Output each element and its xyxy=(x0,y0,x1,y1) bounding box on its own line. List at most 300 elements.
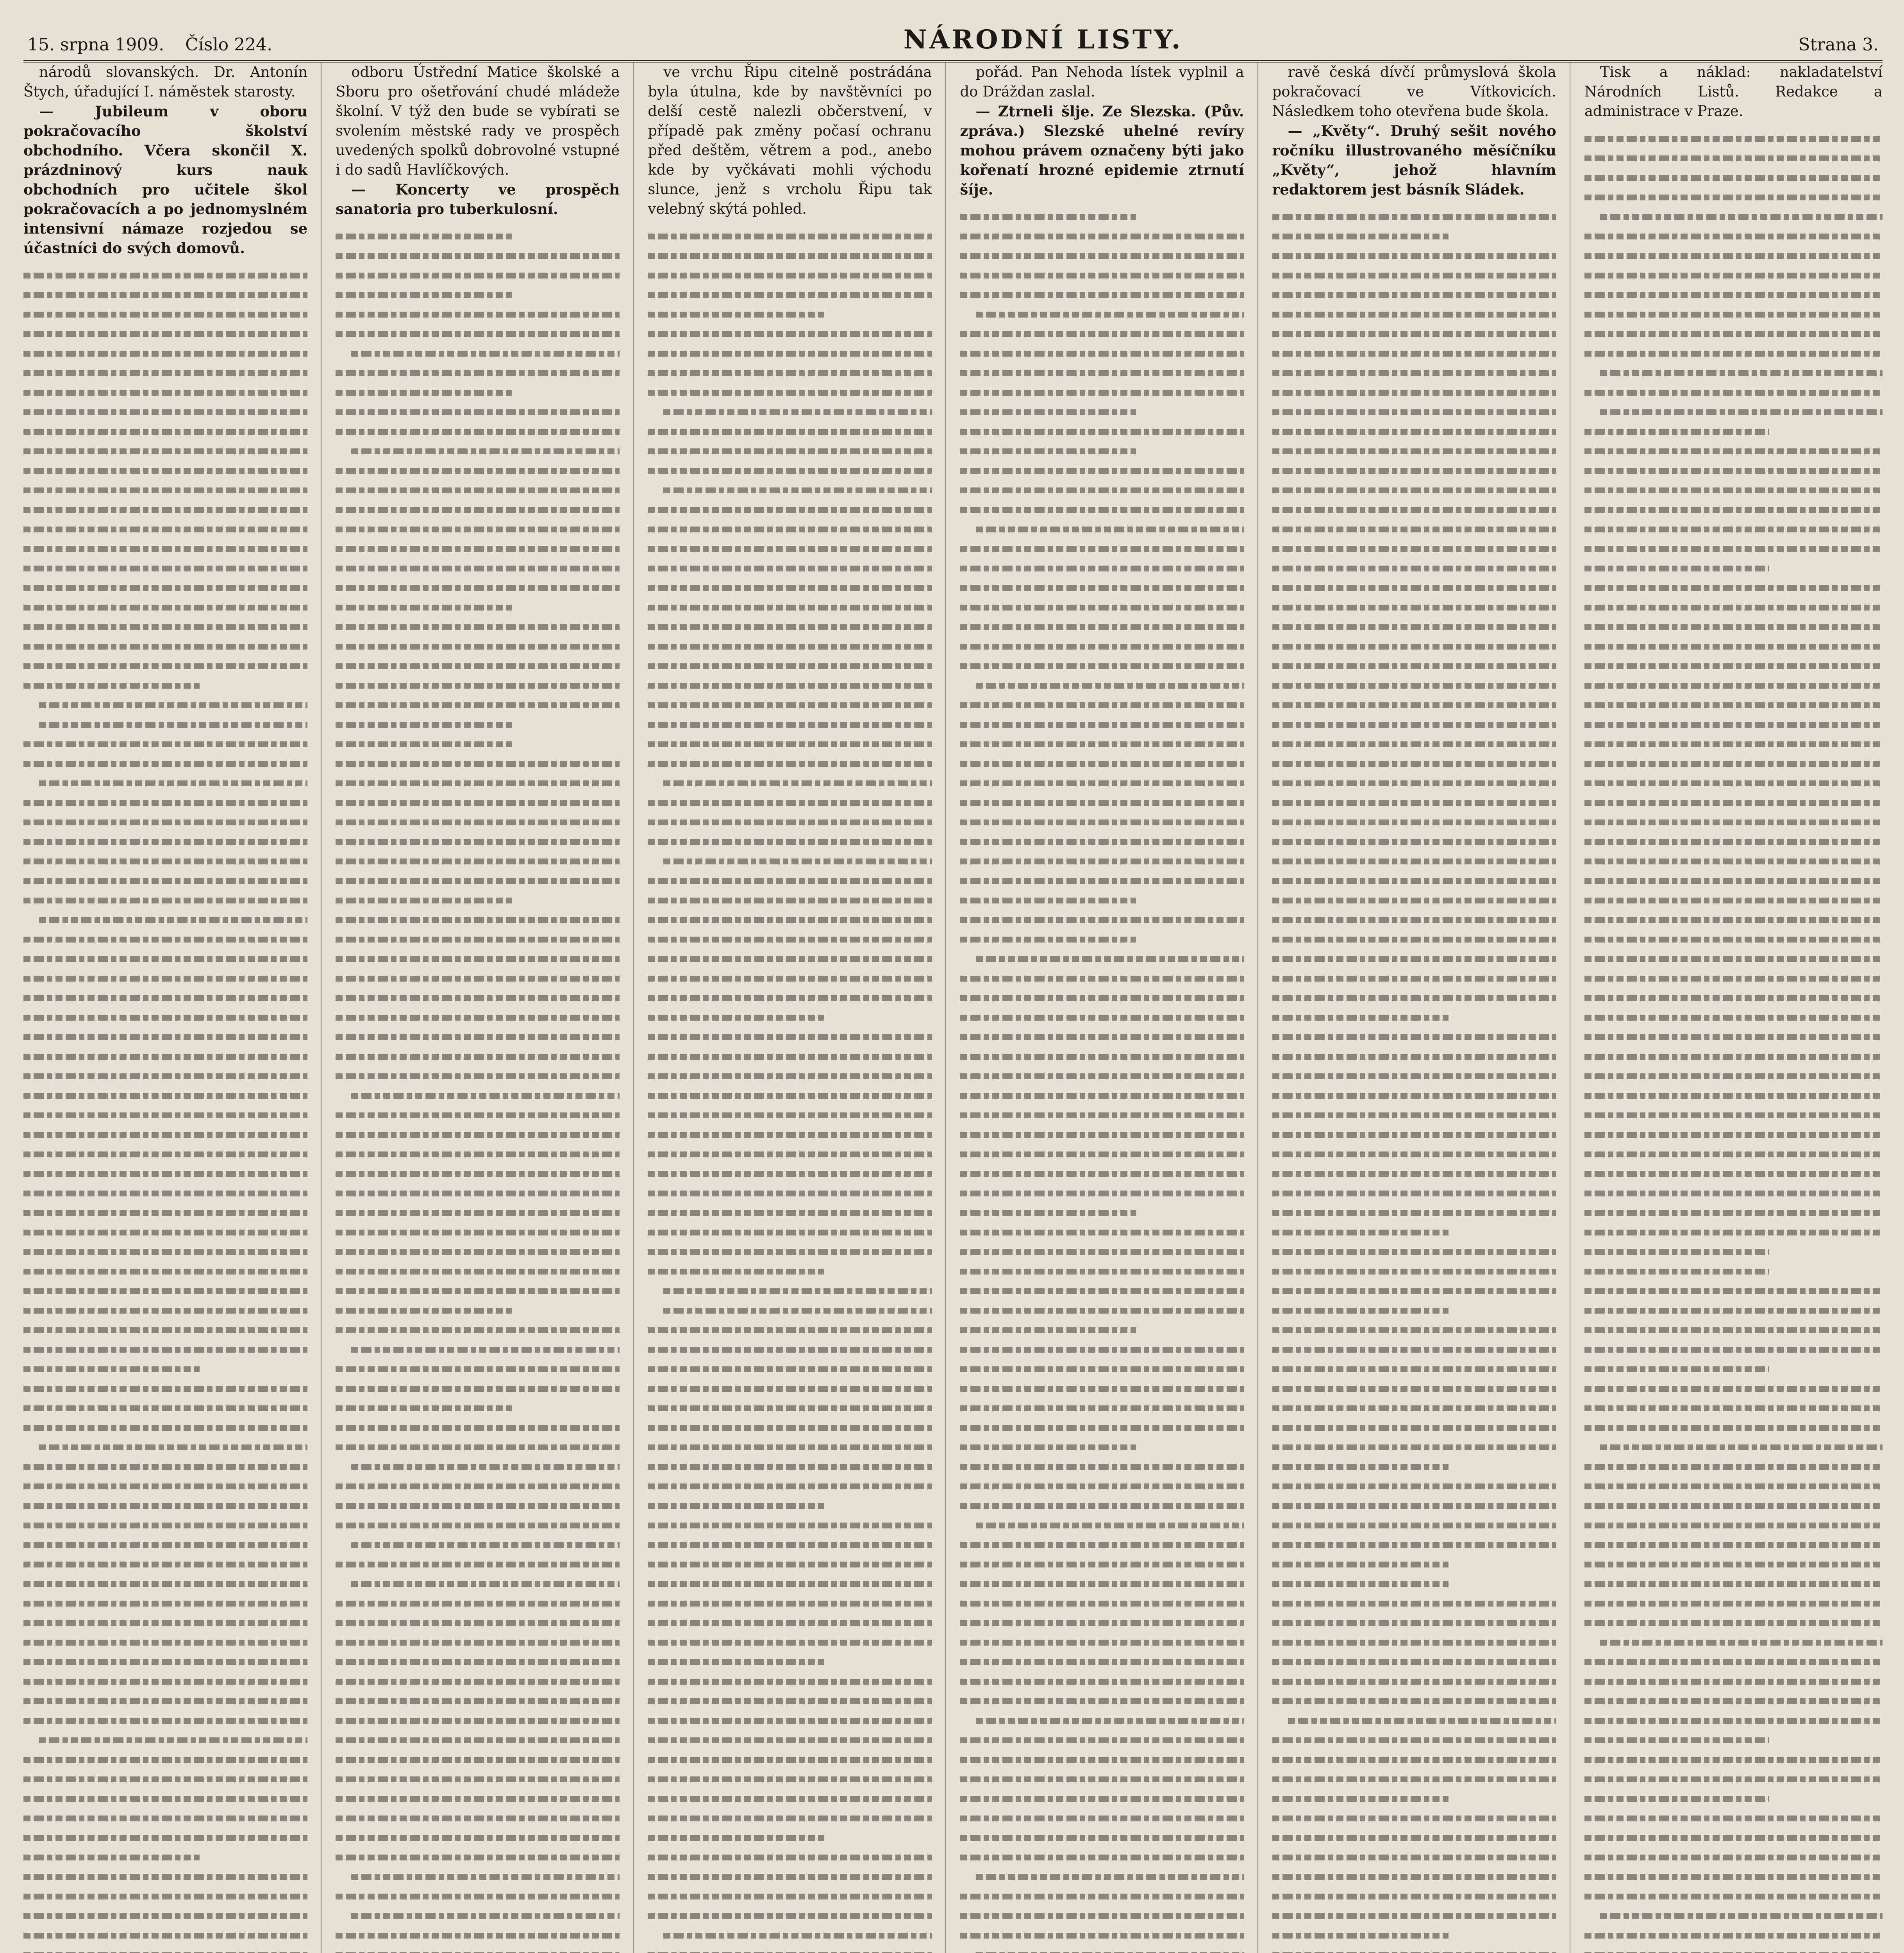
text-line xyxy=(648,1027,932,1047)
text-line xyxy=(1584,891,1883,910)
text-line xyxy=(1272,1066,1556,1086)
text-line xyxy=(1272,305,1556,324)
text-line xyxy=(23,266,307,285)
text-line xyxy=(1584,1574,1883,1594)
text-line xyxy=(1272,1203,1556,1223)
text-line xyxy=(336,324,620,344)
text-line xyxy=(23,1750,307,1769)
text-line xyxy=(336,266,620,285)
text-line xyxy=(1584,1555,1883,1574)
text-line xyxy=(1584,1418,1883,1437)
text-line xyxy=(23,930,307,949)
text-line xyxy=(23,969,307,988)
text-line xyxy=(23,305,307,324)
paragraph: ravě česká dívčí průmyslová škola pokračovací ve Vítkovicích. Následkem toho otevřena bude škola. xyxy=(1272,64,1556,120)
text-line xyxy=(1272,1359,1556,1379)
text-line xyxy=(1272,1867,1556,1887)
text-line xyxy=(1584,1105,1883,1125)
text-line xyxy=(960,969,1244,988)
text-line xyxy=(1272,773,1556,793)
text-line xyxy=(960,441,1244,461)
text-line xyxy=(960,734,1244,754)
text-line xyxy=(1272,969,1556,988)
text-line xyxy=(23,1555,307,1574)
paragraph: národů slovanských. Dr. Antonín Štych, úřadující I. náměstek starosty. xyxy=(23,64,308,100)
text-line xyxy=(336,305,620,324)
text-line xyxy=(648,539,932,559)
text-line xyxy=(336,578,620,598)
article xyxy=(1272,62,1556,199)
text-line xyxy=(336,246,620,266)
text-line xyxy=(648,344,932,363)
text-line xyxy=(960,1476,1244,1496)
text-line xyxy=(1584,1223,1883,1242)
text-line xyxy=(1584,1808,1883,1828)
text-line xyxy=(336,617,620,637)
text-line xyxy=(23,656,307,676)
text-line xyxy=(23,1867,307,1887)
text-line xyxy=(960,539,1244,559)
text-line xyxy=(1584,519,1883,539)
text-line xyxy=(1584,1164,1883,1184)
text-line xyxy=(1272,617,1556,637)
text-line xyxy=(1272,1184,1556,1203)
text-line xyxy=(1584,871,1883,891)
text-line xyxy=(648,324,932,344)
text-line xyxy=(648,1906,932,1926)
text-line xyxy=(336,344,620,363)
issue-number: Číslo 224. xyxy=(185,35,273,55)
text-line xyxy=(1272,1574,1556,1594)
text-line xyxy=(1272,1418,1556,1437)
text-line xyxy=(1272,1652,1556,1672)
text-line xyxy=(1272,1828,1556,1848)
text-line xyxy=(960,598,1244,617)
text-line xyxy=(1272,1125,1556,1144)
text-line xyxy=(960,1203,1244,1223)
text-line xyxy=(23,1223,307,1242)
text-line xyxy=(960,1535,1244,1555)
text-line xyxy=(336,1711,620,1730)
text-line xyxy=(336,1125,620,1144)
text-line xyxy=(1272,1164,1556,1184)
text-line xyxy=(960,1887,1244,1906)
text-line xyxy=(23,715,307,734)
text-line xyxy=(23,1476,307,1496)
text-line xyxy=(23,402,307,422)
text-line xyxy=(1584,1320,1883,1340)
text-line xyxy=(960,1789,1244,1808)
text-line xyxy=(1584,168,1883,187)
text-line xyxy=(1272,266,1556,285)
text-line xyxy=(23,578,307,598)
paragraph: — Koncerty ve prospěch sanatoria pro tuberkulosní. xyxy=(336,181,620,218)
text-line xyxy=(336,1281,620,1301)
text-line xyxy=(23,1320,307,1340)
text-line xyxy=(1584,1242,1883,1262)
text-line xyxy=(336,1808,620,1828)
text-line xyxy=(1272,1457,1556,1476)
text-line xyxy=(960,246,1244,266)
text-line xyxy=(960,1652,1244,1672)
text-line xyxy=(648,852,932,871)
text-line xyxy=(23,344,307,363)
text-line xyxy=(1272,1379,1556,1398)
text-line xyxy=(23,1906,307,1926)
text-line xyxy=(648,1926,932,1945)
text-line xyxy=(648,1437,932,1457)
text-line xyxy=(336,1320,620,1340)
text-line xyxy=(960,1750,1244,1769)
text-line xyxy=(336,891,620,910)
text-line xyxy=(1584,246,1883,266)
text-line xyxy=(960,656,1244,676)
text-line xyxy=(336,1906,620,1926)
text-line xyxy=(1272,1496,1556,1516)
text-line xyxy=(336,988,620,1008)
text-line xyxy=(1272,1437,1556,1457)
text-line xyxy=(1272,1027,1556,1047)
text-line xyxy=(23,949,307,969)
text-filler xyxy=(1584,129,1883,1953)
text-line xyxy=(1584,1066,1883,1086)
text-line xyxy=(23,1789,307,1808)
text-line xyxy=(23,441,307,461)
text-line xyxy=(1584,1301,1883,1320)
text-line xyxy=(648,1398,932,1418)
text-line xyxy=(960,871,1244,891)
text-line xyxy=(1272,793,1556,812)
text-line xyxy=(960,305,1244,324)
text-line xyxy=(1584,1398,1883,1418)
text-line xyxy=(336,285,620,305)
text-line xyxy=(960,891,1244,910)
text-line xyxy=(648,734,932,754)
text-line xyxy=(960,715,1244,734)
text-line xyxy=(960,1555,1244,1574)
text-line xyxy=(1584,793,1883,812)
text-line xyxy=(1272,852,1556,871)
text-line xyxy=(960,1320,1244,1340)
article xyxy=(648,62,932,219)
text-line xyxy=(23,617,307,637)
text-line xyxy=(1584,930,1883,949)
text-line xyxy=(1584,1750,1883,1769)
text-filler xyxy=(336,227,620,1953)
text-line xyxy=(648,1359,932,1379)
text-line xyxy=(1584,1184,1883,1203)
text-line xyxy=(23,1008,307,1027)
text-line xyxy=(1272,1906,1556,1926)
text-line xyxy=(23,1535,307,1555)
text-line xyxy=(23,1926,307,1945)
text-line xyxy=(23,1398,307,1418)
text-line xyxy=(648,949,932,969)
text-line xyxy=(1272,598,1556,617)
text-line xyxy=(1272,754,1556,773)
text-line xyxy=(23,1769,307,1789)
text-line xyxy=(336,402,620,422)
paragraph: — Ztrneli šlje. Ze Slezska. (Pův. zpráva.) Slezské uhelné revíry mohou právem označeny býti jako kořenatí hrozné epidemie ztrnutí šíje. xyxy=(960,103,1244,198)
text-line xyxy=(1272,1613,1556,1633)
text-line xyxy=(23,695,307,715)
text-line xyxy=(1584,1203,1883,1223)
text-line xyxy=(1272,1711,1556,1730)
text-line xyxy=(1584,383,1883,402)
text-line xyxy=(1272,871,1556,891)
text-line xyxy=(23,1652,307,1672)
text-line xyxy=(1584,324,1883,344)
text-line xyxy=(648,1535,932,1555)
text-line xyxy=(648,1066,932,1086)
text-line xyxy=(960,852,1244,871)
text-line xyxy=(1584,715,1883,734)
text-line xyxy=(336,969,620,988)
text-line xyxy=(1272,1887,1556,1906)
text-line xyxy=(1272,1750,1556,1769)
text-line xyxy=(1584,1711,1883,1730)
text-line xyxy=(960,1926,1244,1945)
text-line xyxy=(1584,1340,1883,1359)
text-line xyxy=(23,1359,307,1379)
text-line xyxy=(1584,812,1883,832)
paragraph: — „Květy“. Druhý sešit nového ročníku illustrovaného měsíčníku „Květy“, jehož hlavním redaktorem jest básník Sládek. xyxy=(1272,122,1556,198)
text-line xyxy=(648,1223,932,1242)
text-line xyxy=(648,1769,932,1789)
text-line xyxy=(1584,539,1883,559)
text-line xyxy=(1584,148,1883,168)
text-line xyxy=(648,637,932,656)
text-line xyxy=(1272,227,1556,246)
text-line xyxy=(336,1555,620,1574)
text-line xyxy=(1584,1359,1883,1379)
text-line xyxy=(1272,949,1556,969)
text-line xyxy=(336,1086,620,1105)
text-line xyxy=(1584,1730,1883,1750)
text-line xyxy=(648,1613,932,1633)
text-line xyxy=(1584,1887,1883,1906)
text-line xyxy=(1584,1769,1883,1789)
text-line xyxy=(648,1652,932,1672)
text-line xyxy=(1272,539,1556,559)
text-line xyxy=(1272,1086,1556,1105)
text-line xyxy=(648,812,932,832)
text-line xyxy=(960,1945,1244,1953)
text-line xyxy=(648,754,932,773)
text-line xyxy=(336,1945,620,1953)
text-line xyxy=(1272,422,1556,441)
text-line xyxy=(1584,1633,1883,1652)
text-line xyxy=(336,1027,620,1047)
text-line xyxy=(336,1535,620,1555)
text-line xyxy=(960,461,1244,480)
text-line xyxy=(648,676,932,695)
text-line xyxy=(1584,598,1883,617)
text-line xyxy=(336,812,620,832)
text-line xyxy=(960,773,1244,793)
text-line xyxy=(1584,500,1883,519)
text-line xyxy=(336,1613,620,1633)
text-line xyxy=(1272,910,1556,930)
text-line xyxy=(960,910,1244,930)
text-line xyxy=(648,832,932,852)
text-line xyxy=(1272,285,1556,305)
text-line xyxy=(336,1457,620,1476)
text-line xyxy=(23,1887,307,1906)
text-line xyxy=(336,598,620,617)
text-line xyxy=(648,461,932,480)
article xyxy=(1584,62,1883,121)
text-line xyxy=(960,1418,1244,1437)
text-line xyxy=(336,695,620,715)
text-line xyxy=(1272,246,1556,266)
text-line xyxy=(960,1848,1244,1867)
paragraph: odboru Ústřední Matice školské a Sboru pro ošetřování chudé mládeže školní. V týž den bude se vybírati se svolením městské rady ve prospěch uvedených spolků dobrovolné vstupné i do sadů Havlíčkových. xyxy=(336,64,620,178)
text-line xyxy=(336,1496,620,1516)
text-line xyxy=(336,1184,620,1203)
text-line xyxy=(960,1164,1244,1184)
text-line xyxy=(960,1574,1244,1594)
text-line xyxy=(336,949,620,969)
text-line xyxy=(1584,969,1883,988)
text-line xyxy=(648,1496,932,1516)
text-line xyxy=(648,266,932,285)
text-line xyxy=(648,969,932,988)
text-line xyxy=(1272,637,1556,656)
text-line xyxy=(1584,1262,1883,1281)
text-line xyxy=(23,461,307,480)
text-line xyxy=(960,1672,1244,1691)
text-line xyxy=(1272,344,1556,363)
text-line xyxy=(23,1594,307,1613)
text-line xyxy=(1272,1281,1556,1301)
text-line xyxy=(960,949,1244,969)
text-line xyxy=(23,1281,307,1301)
text-line xyxy=(648,1672,932,1691)
text-line xyxy=(1272,559,1556,578)
text-line xyxy=(1272,500,1556,519)
text-line xyxy=(648,1144,932,1164)
column-3 xyxy=(648,62,946,1953)
text-line xyxy=(23,773,307,793)
text-line xyxy=(648,1633,932,1652)
text-line xyxy=(648,1047,932,1066)
text-line xyxy=(648,519,932,539)
text-line xyxy=(960,1008,1244,1027)
text-line xyxy=(336,480,620,500)
text-line xyxy=(1584,656,1883,676)
text-line xyxy=(648,695,932,715)
text-line xyxy=(1272,988,1556,1008)
text-line xyxy=(1272,578,1556,598)
text-line xyxy=(960,695,1244,715)
text-line xyxy=(648,363,932,383)
text-line xyxy=(336,1340,620,1359)
text-line xyxy=(648,1203,932,1223)
text-line xyxy=(648,1750,932,1769)
text-line xyxy=(23,1711,307,1730)
text-line xyxy=(336,852,620,871)
text-line xyxy=(23,324,307,344)
text-line xyxy=(648,1711,932,1730)
text-line xyxy=(648,793,932,812)
text-line xyxy=(1272,1672,1556,1691)
text-line xyxy=(960,832,1244,852)
text-line xyxy=(1584,832,1883,852)
text-line xyxy=(1272,734,1556,754)
text-line xyxy=(648,773,932,793)
text-line xyxy=(960,1379,1244,1398)
text-line xyxy=(336,1008,620,1027)
text-line xyxy=(23,1457,307,1476)
text-line xyxy=(1584,754,1883,773)
text-line xyxy=(336,441,620,461)
text-line xyxy=(336,1574,620,1594)
text-line xyxy=(23,1633,307,1652)
paragraph: Tisk a náklad: nakladatelství Národních Listů. Redakce a administrace v Praze. xyxy=(1584,64,1883,120)
text-line xyxy=(336,383,620,402)
text-line xyxy=(648,1340,932,1359)
text-line xyxy=(23,1184,307,1203)
text-line xyxy=(23,1301,307,1320)
text-line xyxy=(960,1359,1244,1379)
text-line xyxy=(336,1301,620,1320)
text-line xyxy=(648,1008,932,1027)
text-line xyxy=(648,715,932,734)
text-line xyxy=(648,422,932,441)
article xyxy=(23,62,307,258)
text-line xyxy=(336,1633,620,1652)
text-line xyxy=(23,1516,307,1535)
text-line xyxy=(336,1867,620,1887)
text-line xyxy=(960,422,1244,441)
text-line xyxy=(1584,1945,1883,1953)
text-line xyxy=(23,910,307,930)
text-line xyxy=(1584,1476,1883,1496)
text-line xyxy=(23,1808,307,1828)
text-line xyxy=(1584,559,1883,578)
text-line xyxy=(336,715,620,734)
text-line xyxy=(960,1047,1244,1066)
text-line xyxy=(1584,1652,1883,1672)
text-line xyxy=(336,1242,620,1262)
text-line xyxy=(960,1066,1244,1086)
text-line xyxy=(960,285,1244,305)
text-line xyxy=(648,1730,932,1750)
text-line xyxy=(1584,363,1883,383)
text-line xyxy=(960,1125,1244,1144)
text-line xyxy=(648,559,932,578)
text-line xyxy=(1272,832,1556,852)
text-line xyxy=(1272,1320,1556,1340)
text-line xyxy=(23,1613,307,1633)
article xyxy=(960,62,1244,199)
text-line xyxy=(648,988,932,1008)
text-line xyxy=(960,383,1244,402)
text-line xyxy=(1584,441,1883,461)
text-line xyxy=(960,1906,1244,1926)
text-line xyxy=(23,1125,307,1144)
text-line xyxy=(336,656,620,676)
text-line xyxy=(23,676,307,695)
text-line xyxy=(336,1418,620,1437)
text-line xyxy=(23,1574,307,1594)
text-line xyxy=(1272,1144,1556,1164)
column-6 xyxy=(1584,62,1883,1953)
text-line xyxy=(23,852,307,871)
text-line xyxy=(960,1613,1244,1633)
text-line xyxy=(336,227,620,246)
